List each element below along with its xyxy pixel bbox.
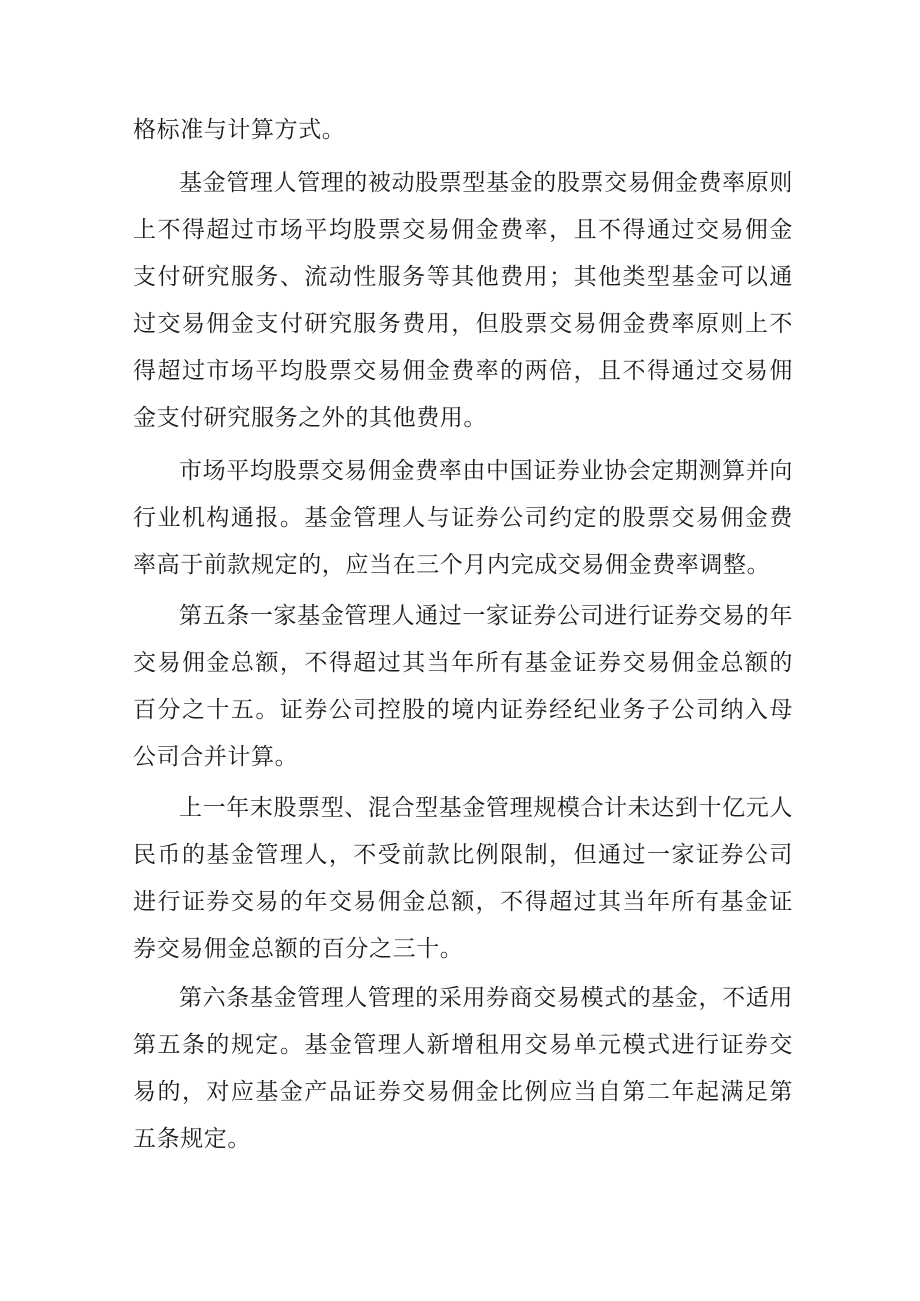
paragraph-article-6: 第六条基金管理人管理的采用券商交易模式的基金，不适用第五条的规定。基金管理人新增租用交易单元模式进行证券交易的，对应基金产品证券交易佣金比例应当自第二年起满足第五条规定。 xyxy=(133,985,793,1152)
paragraph-continuation: 格标准与计算方式。 xyxy=(133,117,346,143)
paragraph-passive-fund-commission: 基金管理人管理的被动股票型基金的股票交易佣金费率原则上不得超过市场平均股票交易佣金费率，且不得通过交易佣金支付研究服务、流动性服务等其他费用；其他类型基金可以通过交易佣金支付研究服务费用，但股票交易佣金费率原则上不得超过市场平均股票交易佣金费率的两倍，且不得通过交易佣金支付研究服务之外的其他费用。 xyxy=(133,170,793,431)
paragraph-article-5: 第五条一家基金管理人通过一家证券公司进行证券交易的年交易佣金总额，不得超过其当年所有基金证券交易佣金总额的百分之十五。证券公司控股的境内证券经纪业务子公司纳入母公司合并计算。 xyxy=(133,603,793,770)
paragraph-market-average-rate: 市场平均股票交易佣金费率由中国证券业协会定期测算并向行业机构通报。基金管理人与证券公司约定的股票交易佣金费率高于前款规定的，应当在三个月内完成交易佣金费率调整。 xyxy=(133,458,793,578)
paragraph-small-manager-exemption: 上一年末股票型、混合型基金管理规模合计未达到十亿元人民币的基金管理人，不受前款比例限制，但通过一家证券公司进行证券交易的年交易佣金总额，不得超过其当年所有基金证券交易佣金总额的百分之三十。 xyxy=(133,795,793,962)
